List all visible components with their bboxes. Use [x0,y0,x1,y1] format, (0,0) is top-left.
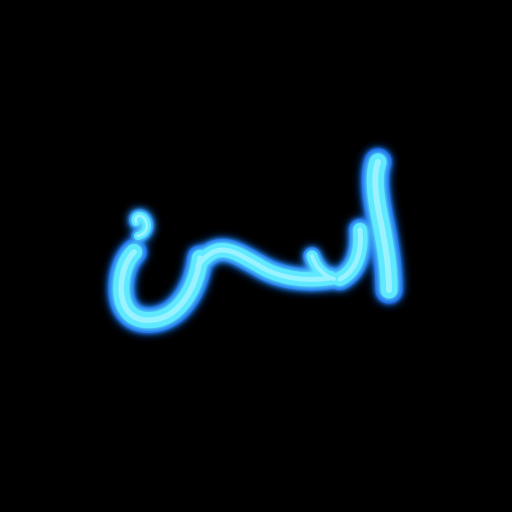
highlight-layer [121,162,389,320]
glow-layer [121,162,389,320]
halo-layer [121,162,389,320]
